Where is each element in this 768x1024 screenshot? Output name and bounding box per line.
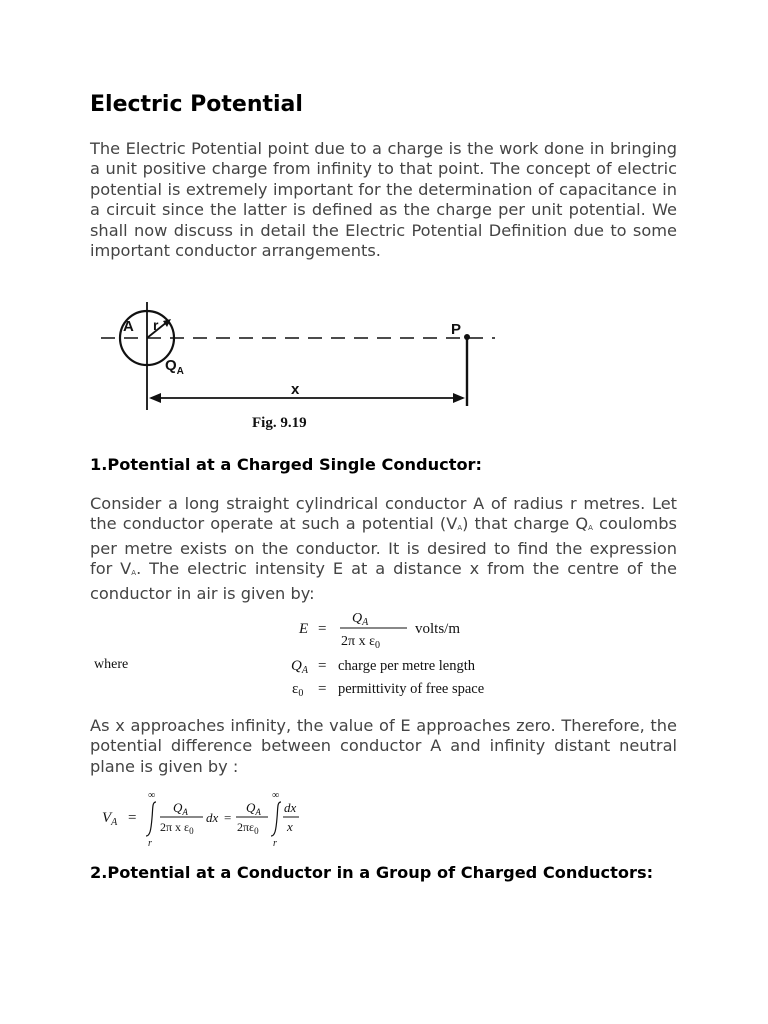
svg-text:x: x — [287, 819, 293, 834]
label-p: P — [451, 321, 462, 338]
svg-text:QA: $Q_A$ — [246, 800, 261, 817]
section1-paragraph: Consider a long straight cylindrical conductor A of radius r metres. Let the conductor operate at such a potential $(V_A)$ that charge $Q_A$ coulombs per metre exists on the conductor. It is desired to find the expression for $V_A$. The electric intensity E at a distance x from the centre of the conductor in air is given by: — [90, 494, 677, 603]
svg-text:QA: $Q_A$ — [173, 800, 188, 817]
svg-text:VA: $V_A$ — [102, 810, 118, 828]
svg-text:r: r — [273, 838, 277, 849]
label-x: x — [291, 381, 300, 398]
svg-text:ε0: $\varepsilon_0$ — [292, 681, 304, 699]
svg-text:dx: dx — [284, 800, 297, 815]
svg-text:2πε0: $2\pi\varepsilon_0$ — [237, 820, 259, 836]
paragraph2: As x approaches infinity, the value of E approaches zero. Therefore, the potential difference between conductor A and infinity distant neutral plane is given by : — [90, 716, 677, 776]
page-title: Electric Potential — [90, 92, 303, 117]
intro-paragraph: The Electric Potential point due to a charge is the work done in bringing a unit positive charge from infinity to that point. The concept of electric potential is extremely important for the determination of capacitance in a circuit since the latter is defined as the charge per unit potential. We shall now discuss in detail the Electric Potential Definition due to some important conductor arrangements. — [90, 139, 677, 261]
svg-text:charge per metre length: charge per metre length — [338, 658, 476, 674]
svg-text:∞: ∞ — [148, 790, 156, 801]
label-a: A — [123, 318, 134, 335]
label-r: r — [153, 317, 159, 333]
svg-text:r: r — [148, 838, 152, 849]
figure-caption: Fig. 9.19 — [252, 415, 307, 431]
equation-va — [90, 788, 330, 850]
svg-text:QA: $Q_A$ — [291, 658, 308, 676]
equation-e — [90, 608, 510, 703]
label-q: $Q_A$ — [165, 357, 184, 377]
svg-text:=: = — [224, 810, 232, 825]
svg-text:=: = — [318, 621, 327, 637]
svg-text:=: = — [318, 681, 327, 697]
svg-text:2π x ε0: 2π x $\varepsilon_0$ — [160, 820, 194, 836]
svg-text:=: = — [128, 810, 137, 826]
svg-text:E: E — [299, 621, 309, 637]
svg-text:=: = — [318, 658, 327, 674]
svg-text:2π x ε0: 2π x $\varepsilon_0$ — [341, 634, 380, 651]
svg-text:dx: dx — [206, 810, 219, 825]
where-label: where — [94, 657, 129, 672]
section1-heading: 1.Potential at a Charged Single Conductor: — [90, 455, 483, 474]
svg-text:∞: ∞ — [272, 790, 280, 801]
conductor-figure — [95, 300, 505, 435]
svg-text:QA: $Q_A$ — [352, 611, 369, 628]
section2-heading: 2.Potential at a Conductor in a Group of Charged Conductors: — [90, 863, 654, 882]
svg-text:permittivity of free space: permittivity of free space — [338, 681, 485, 697]
svg-text:volts/m: volts/m — [415, 621, 461, 637]
